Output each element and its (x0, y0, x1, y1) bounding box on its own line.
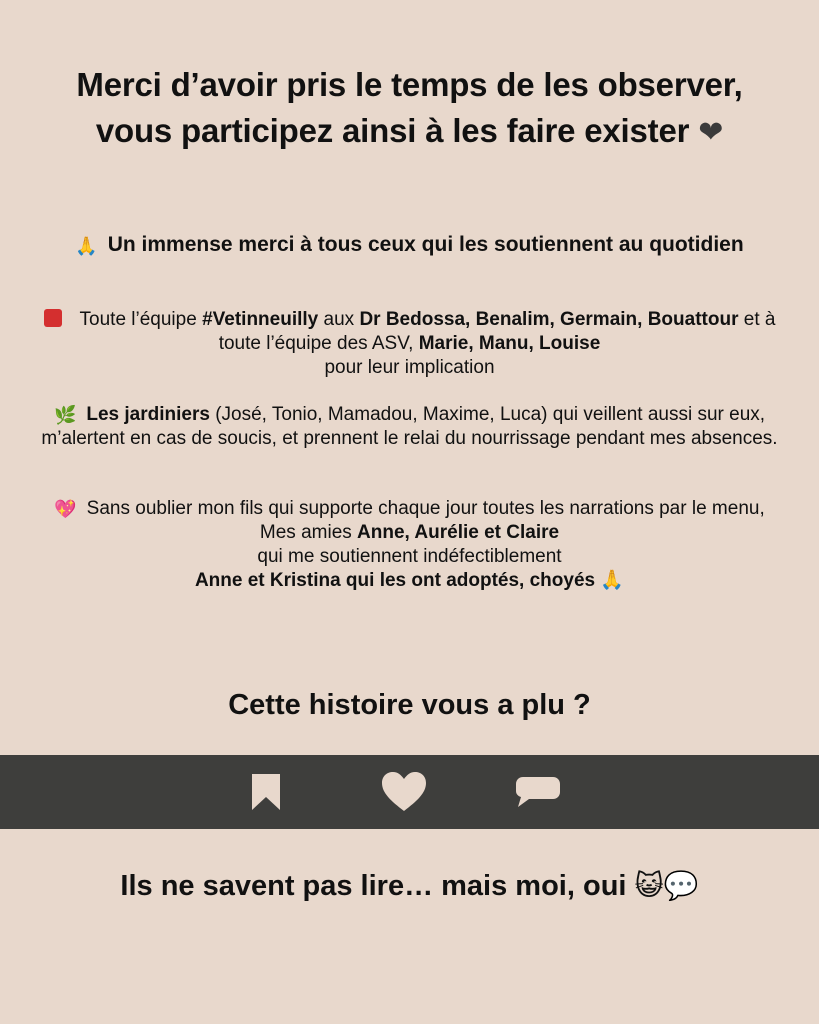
heart-emoji-icon: ❤ (698, 116, 724, 149)
praying-hands-icon: 🙏 (75, 236, 98, 256)
team-asv-names: Marie, Manu, Louise (418, 333, 601, 354)
team-text-1: Toute l’équipe (79, 309, 203, 330)
bookmark-icon[interactable] (242, 772, 290, 812)
family-paragraph (40, 497, 779, 593)
family-text-2: Mes amies (259, 522, 358, 543)
team-paragraph (40, 308, 779, 380)
team-text-2: aux (318, 309, 360, 330)
comment-icon[interactable] (514, 772, 562, 812)
page-title (60, 62, 759, 156)
friends-names: Anne, Aurélie et Claire (357, 522, 560, 543)
thanks-heading (60, 231, 759, 260)
footer-tagline (40, 864, 779, 908)
gardeners-text: (José, Tonio, Mamadou, Maxime, Luca) qui veillent aussi sur eux, m’alertent en cas de soucis, et prennent le relai du nourrissage pendant mes absences. (41, 404, 778, 449)
heart-icon[interactable] (380, 772, 428, 812)
red-square-icon (44, 309, 62, 327)
team-text-3: et à toute l’équipe des ASV, (218, 309, 776, 354)
adopters-text: Anne et Kristina qui les ont adoptés, choyés (194, 570, 596, 591)
team-text-4: pour leur implication (324, 357, 495, 378)
team-doctors: Dr Bedossa, Benalim, Germain, Bouattour (359, 309, 739, 330)
cat-speech-icon: 😺💬 (634, 870, 699, 901)
story-prompt: Cette histoire vous a plu ? (228, 689, 591, 721)
sparkling-heart-icon: 💖 (54, 499, 77, 519)
footer-text: Ils ne savent pas lire… mais moi, oui (120, 870, 627, 902)
gardeners-label: Les jardiniers (86, 404, 210, 425)
action-bar (0, 755, 819, 829)
title-text: Merci d’avoir pris le temps de les observer, vous participez ainsi à les faire exister (76, 66, 743, 149)
family-text-1: Sans oublier mon fils qui supporte chaque jour toutes les narrations par le menu, (86, 498, 765, 519)
gardeners-paragraph (40, 403, 779, 451)
herb-icon: 🌿 (53, 405, 77, 425)
family-text-3: qui me soutiennent indéfectiblement (257, 546, 562, 567)
thanks-heading-text: Un immense merci à tous ceux qui les soutiennent au quotidien (107, 233, 744, 256)
team-hashtag: #Vetinneuilly (202, 309, 319, 330)
praying-hands-icon: 🙏 (600, 570, 625, 591)
